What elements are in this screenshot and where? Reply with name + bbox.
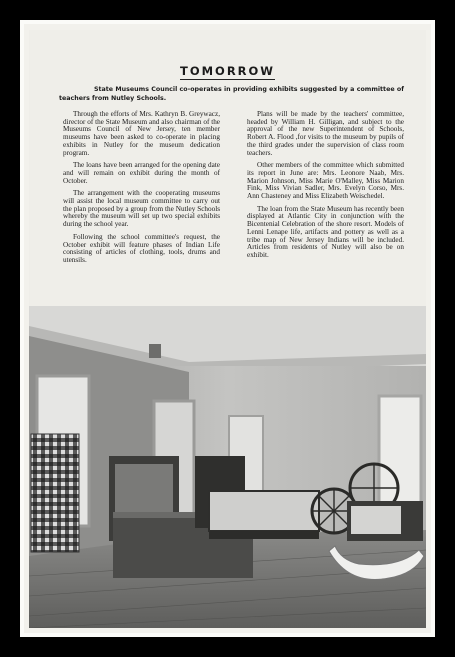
- paragraph: Other members of the committee which submitted its report in June are: Mrs. Leonore Naab, Mrs. Marion Johnson, Miss Marie O'Malley, Miss Marion Fink, Miss Vivian Sadler, Mrs. Evelyn Corso, Mrs. Ann Chasteney and Miss Elizabeth Weischedel.: [247, 161, 404, 201]
- window: [379, 396, 421, 506]
- document-page: [24, 24, 431, 633]
- museum-interior-photo: [29, 306, 426, 628]
- quilt-display: [31, 434, 79, 552]
- article-column-right: [247, 111, 404, 265]
- paragraph: The loans have been arranged for the opening date and will remain on exhibit during the month of October.: [63, 161, 220, 185]
- light-fixture: [149, 344, 161, 358]
- paragraph: The arrangement with the cooperating museums will assist the local museum committee to carry out the plan proposed by a group from the Nutley Schools whereby the museum will set up two special exhibits during the school year.: [63, 189, 220, 229]
- paragraph: The loan from the State Museum has recently been displayed at Atlantic City in conjunction with the Bicentenial Celebration of the shore resort. Models of Lenni Lenape life, artifacts and pottery as well as a tribe map of New Jersey Indians will be included. Articles from residents of Nutley will also be on exhibit.: [247, 204, 404, 259]
- paragraph: Plans will be made by the teachers' committee, headed by William H. Gilligan, and subject to the approval of the new Superintendent of Schools, Robert A. Flood ,for visits to the museum by pupils of the third grades under the supervision of class room teachers.: [247, 110, 404, 157]
- article-text-block: [29, 30, 426, 306]
- museum-room-illustration: [29, 306, 426, 628]
- article-lead: State Museums Council co-operates in providing exhibits suggested by a committee of teachers from Nutley Schools.: [59, 86, 404, 102]
- glass-case: [209, 491, 319, 531]
- paragraph: Through the efforts of Mrs. Kathryn B. Greywacz, director of the State Museum and also chairman of the Museums Council of New Jersey, ten member museums have been asked to co-operate in placing exhibits in Nutley for the museum dedication program.: [63, 110, 220, 157]
- article-title: TOMORROW: [179, 64, 275, 78]
- article-column-left: [63, 111, 220, 270]
- page-frame: [20, 20, 435, 637]
- paragraph: Following the school committee's request, the October exhibit will feature phases of Indian Life consisting of articles of clothing, tools, drums and utensils.: [63, 232, 220, 264]
